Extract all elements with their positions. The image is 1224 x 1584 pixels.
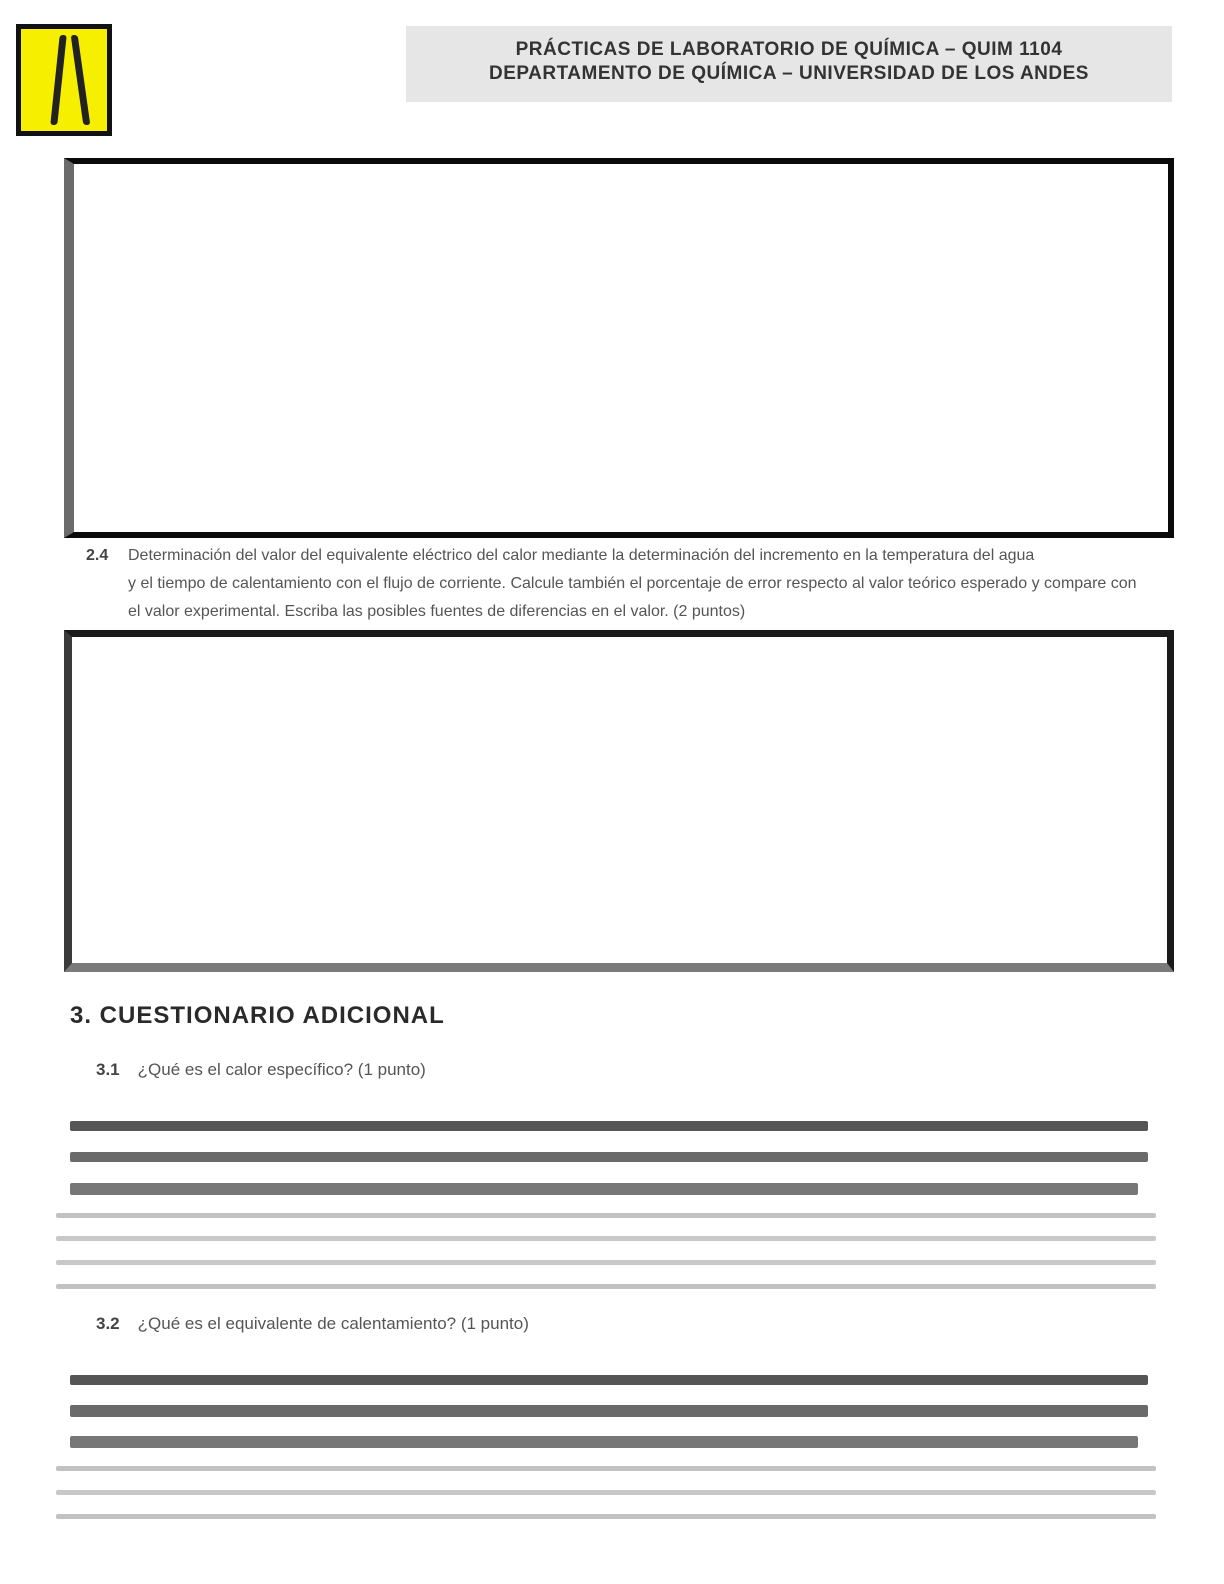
answer-line — [70, 1183, 1138, 1195]
logo-stripe-right — [71, 35, 91, 125]
document-header — [406, 26, 1172, 102]
question-text: ¿Qué es el equivalente de calentamiento? (1 punto) — [137, 1314, 529, 1333]
logo-stripe-left — [50, 35, 66, 125]
answer-line — [56, 1466, 1156, 1471]
question-3-2 — [96, 1314, 529, 1334]
answer-line — [56, 1260, 1156, 1265]
section-title: 3. CUESTIONARIO ADICIONAL — [70, 1002, 445, 1029]
answer-line — [56, 1284, 1156, 1289]
item-number: 2.4 — [86, 547, 109, 564]
university-logo — [16, 24, 112, 136]
answer-line — [56, 1236, 1156, 1241]
answer-line — [56, 1213, 1156, 1218]
item-text-line-2: y el tiempo de calentamiento con el flujo de corriente. Calcule también el porcentaje de error respecto al valor teórico esperado y compare con — [128, 575, 1137, 592]
answer-line — [56, 1490, 1156, 1495]
question-text: ¿Qué es el calor específico? (1 punto) — [137, 1060, 426, 1079]
item-text-line-1: Determinación del valor del equivalente eléctrico del calor mediante la determinación del incremento en la temperatura del agua — [128, 547, 1035, 564]
item-text-line-3: el valor experimental. Escriba las posibles fuentes de diferencias en el valor. (2 puntos) — [128, 603, 746, 620]
header-line-2: DEPARTAMENTO DE QUÍMICA – UNIVERSIDAD DE LOS ANDES — [489, 63, 1089, 84]
answer-line — [70, 1121, 1148, 1131]
question-number: 3.1 — [96, 1060, 120, 1079]
answer-line — [70, 1152, 1148, 1162]
item-paragraph — [86, 542, 1166, 626]
question-3-1 — [96, 1060, 426, 1080]
answer-line — [56, 1514, 1156, 1519]
question-number: 3.2 — [96, 1314, 120, 1333]
answer-line — [70, 1375, 1148, 1385]
answer-line — [70, 1405, 1148, 1417]
answer-box-2[interactable] — [64, 630, 1174, 972]
answer-line — [70, 1436, 1138, 1448]
header-line-1: PRÁCTICAS DE LABORATORIO DE QUÍMICA – QUIM 1104 — [515, 39, 1063, 60]
answer-box-1[interactable] — [64, 158, 1174, 538]
